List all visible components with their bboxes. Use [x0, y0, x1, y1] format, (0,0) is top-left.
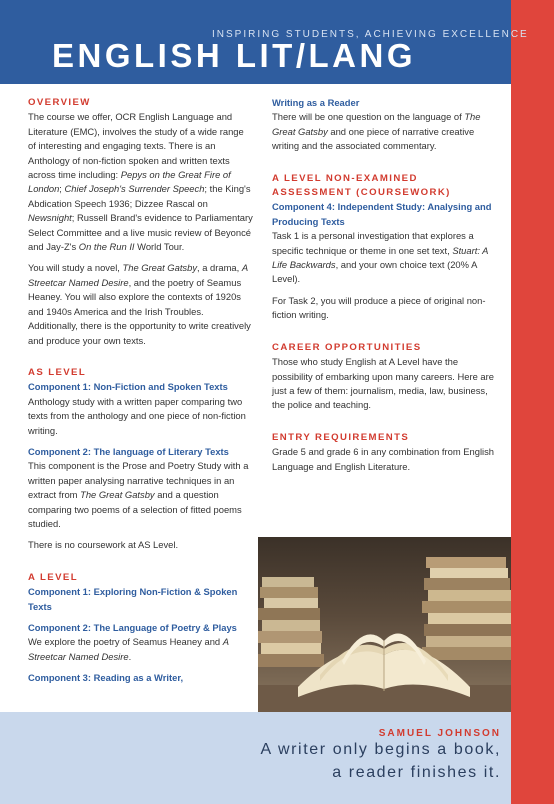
as-component-1-title: Component 1: Non-Fiction and Spoken Texts — [28, 381, 228, 393]
quote-footer — [0, 712, 511, 804]
overview-paragraph-2: You will study a novel, The Great Gatsby, a drama, A Streetcar Named Desire, and the poetry of Seamus Heaney. You will also explore the contexts of 1920s and 1940s America and the Irish Troubles. Additionally, there is the opportunity to write creatively and produce your own texts. — [28, 262, 251, 346]
overview-paragraph-1: The course we offer, OCR English Language and Literature (EMC), involves the study of a wide range of interesting and engaging texts. There is an Anthology of non-fiction spoken and written texts across time including: Pepys on the Great Fire of London; Chief Joseph's Surrender Speech; the King's Abdication Speech 1936; Dizzee Rascal on Newsnight; Russell Brand's evidence to Parliamentary Select Committee and a live music review of Beyoncé and Jay-Z's On the Run II World Tour. — [28, 111, 253, 253]
a-level-heading: A LEVEL — [28, 571, 78, 583]
overview-heading: OVERVIEW — [28, 97, 91, 108]
tagline: INSPIRING STUDENTS, ACHIEVING EXCELLENCE — [212, 29, 529, 40]
entry-text: Grade 5 and grade 6 in any combination from English Language and English Literature. — [272, 446, 495, 472]
a-component-2-text: We explore the poetry of Seamus Heaney and A Streetcar Named Desire. — [28, 636, 229, 662]
right-column — [272, 96, 498, 474]
career-heading: CAREER OPPORTUNITIES — [272, 341, 422, 353]
quote-line-1: A writer only begins a book, — [260, 741, 501, 758]
writing-as-reader-text: There will be one question on the language of The Great Gatsby and one piece of narrative creative writing and the associated commentary. — [272, 111, 481, 152]
as-no-coursework: There is no coursework at AS Level. — [28, 539, 179, 551]
as-level-heading: AS LEVEL — [28, 366, 87, 378]
non-examined-heading: A LEVEL NON-EXAMINED ASSESSMENT (COURSEWORK) — [272, 172, 451, 199]
as-component-1-text: Anthology study with a written paper comparing two texts from the anthology and one piece of non-fiction writing. — [28, 395, 246, 436]
open-book-photo — [258, 537, 511, 712]
task-2-text: For Task 2, you will produce a piece of original non-fiction writing. — [272, 294, 486, 321]
a-component-1-title: Component 1: Exploring Non-Fiction & Spoken Texts — [28, 586, 238, 612]
quote-line-2: a reader finishes it. — [332, 764, 501, 781]
quote-author: SAMUEL JOHNSON — [378, 728, 501, 739]
left-column — [28, 96, 254, 686]
component-4-title: Component 4: Independent Study: Analysing and Producing Texts — [272, 201, 492, 227]
as-component-2-text: This component is the Prose and Poetry Study with a written paper analysing narrative techniques in an extract from The Great Gatsby and a question comparing two poems of a selection of fitted poems studied. — [28, 460, 249, 529]
page-title: ENGLISH LIT/LANG — [52, 37, 416, 74]
a-component-3-title: Component 3: Reading as a Writer, — [28, 672, 184, 684]
writing-as-reader-title: Writing as a Reader — [272, 97, 360, 108]
career-text: Those who study English at A Level have the possibility of embarking upon many careers. Here are just a few of them: journalism, media, law, business, the police and teaching. — [272, 356, 494, 411]
entry-heading: ENTRY REQUIREMENTS — [272, 431, 410, 443]
task-1-text: Task 1 is a personal investigation that explores a specific technique or theme in one set text, Stuart: A Life Backwards, and your own choice text (20% A Level). — [272, 230, 489, 285]
page-header — [0, 0, 529, 84]
as-component-2-title: Component 2: The language of Literary Texts — [28, 445, 229, 457]
side-accent-strip — [511, 0, 554, 804]
books-illustration — [258, 537, 511, 712]
a-component-2-title: Component 2: The Language of Poetry & Plays — [28, 622, 237, 633]
